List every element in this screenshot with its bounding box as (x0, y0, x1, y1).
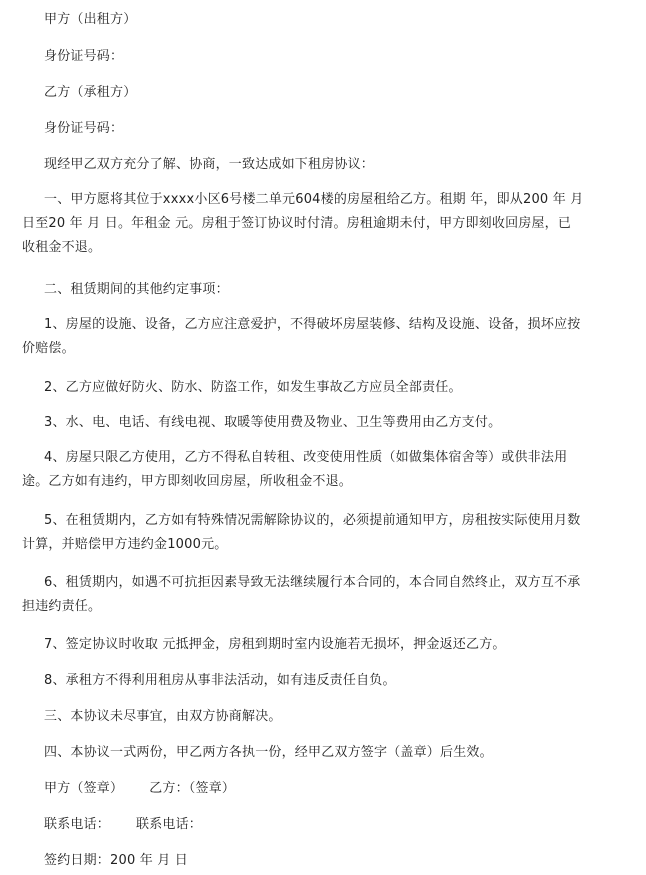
clause-1-line: 日至20 年 月 日。年租金 元。房租于签订协议时付清。房租逾期未付，甲方即刻收回房屋，已 (22, 216, 572, 231)
clause-2-heading: 二、租赁期间的其他约定事项： (44, 282, 229, 297)
item-6-line: 担违约责任。 (22, 599, 102, 614)
party-a-heading: 甲方（出租方） (44, 12, 137, 27)
contact-line: 联系电话： 联系电话： (44, 817, 202, 832)
item-5-paragraph (22, 509, 618, 557)
item-3-paragraph: 3、水、电、电话、有线电视、取暖等使用费及物业、卫生等费用由乙方支付。 (44, 415, 502, 430)
signature-line: 甲方（签章） 乙方：（签章） (44, 781, 236, 796)
item-5-line: 计算，并赔偿甲方违约金1000元。 (22, 537, 228, 552)
item-1-line: 价赔偿。 (22, 341, 75, 356)
item-4-paragraph (22, 446, 618, 494)
item-4-line: 途。乙方如有违约，甲方即刻收回房屋，所收租金不退。 (22, 474, 353, 489)
signing-date-line: 签约日期：200 年 月 日 (44, 853, 189, 868)
clause-1-paragraph (22, 188, 618, 260)
intro-paragraph: 现经甲乙双方充分了解、协商，一致达成如下租房协议： (44, 157, 375, 172)
party-a-id-label: 身份证号码： (44, 49, 124, 64)
item-7-paragraph: 7、签定协议时收取 元抵押金，房租到期时室内设施若无损坏，押金返还乙方。 (44, 637, 506, 652)
party-b-heading: 乙方（承租方） (44, 85, 137, 100)
item-6-paragraph (22, 571, 618, 619)
item-4-line: 4、房屋只限乙方使用，乙方不得私自转租、改变使用性质（如做集体宿舍等）或供非法用 (44, 450, 568, 465)
item-1-line: 1、房屋的设施、设备，乙方应注意爱护，不得破坏房屋装修、结构及设施、设备，损坏应按 (44, 317, 581, 332)
item-1-paragraph (22, 313, 618, 361)
party-b-id-label: 身份证号码： (44, 121, 124, 136)
item-8-paragraph: 8、承租方不得利用租房从事非法活动，如有违反责任自负。 (44, 673, 396, 688)
item-5-line: 5、在租赁期内，乙方如有特殊情况需解除协议的，必须提前通知甲方，房租按实际使用月数 (44, 513, 581, 528)
item-6-line: 6、租赁期内，如遇不可抗拒因素导致无法继续履行本合同的，本合同自然终止，双方互不承 (44, 575, 581, 590)
item-2-paragraph: 2、乙方应做好防火、防水、防盗工作，如发生事故乙方应员全部责任。 (44, 380, 462, 395)
clause-4-paragraph: 四、本协议一式两份，甲乙两方各执一份，经甲乙双方签字（盖章）后生效。 (44, 745, 493, 760)
clause-3-paragraph: 三、本协议未尽事宜，由双方协商解决。 (44, 709, 282, 724)
clause-1-line: 收租金不退。 (22, 240, 102, 255)
clause-1-line: 一、甲方愿将其位于xxxx小区6号楼二单元604楼的房屋租给乙方。租期 年，即从200 年 月 (44, 192, 584, 207)
